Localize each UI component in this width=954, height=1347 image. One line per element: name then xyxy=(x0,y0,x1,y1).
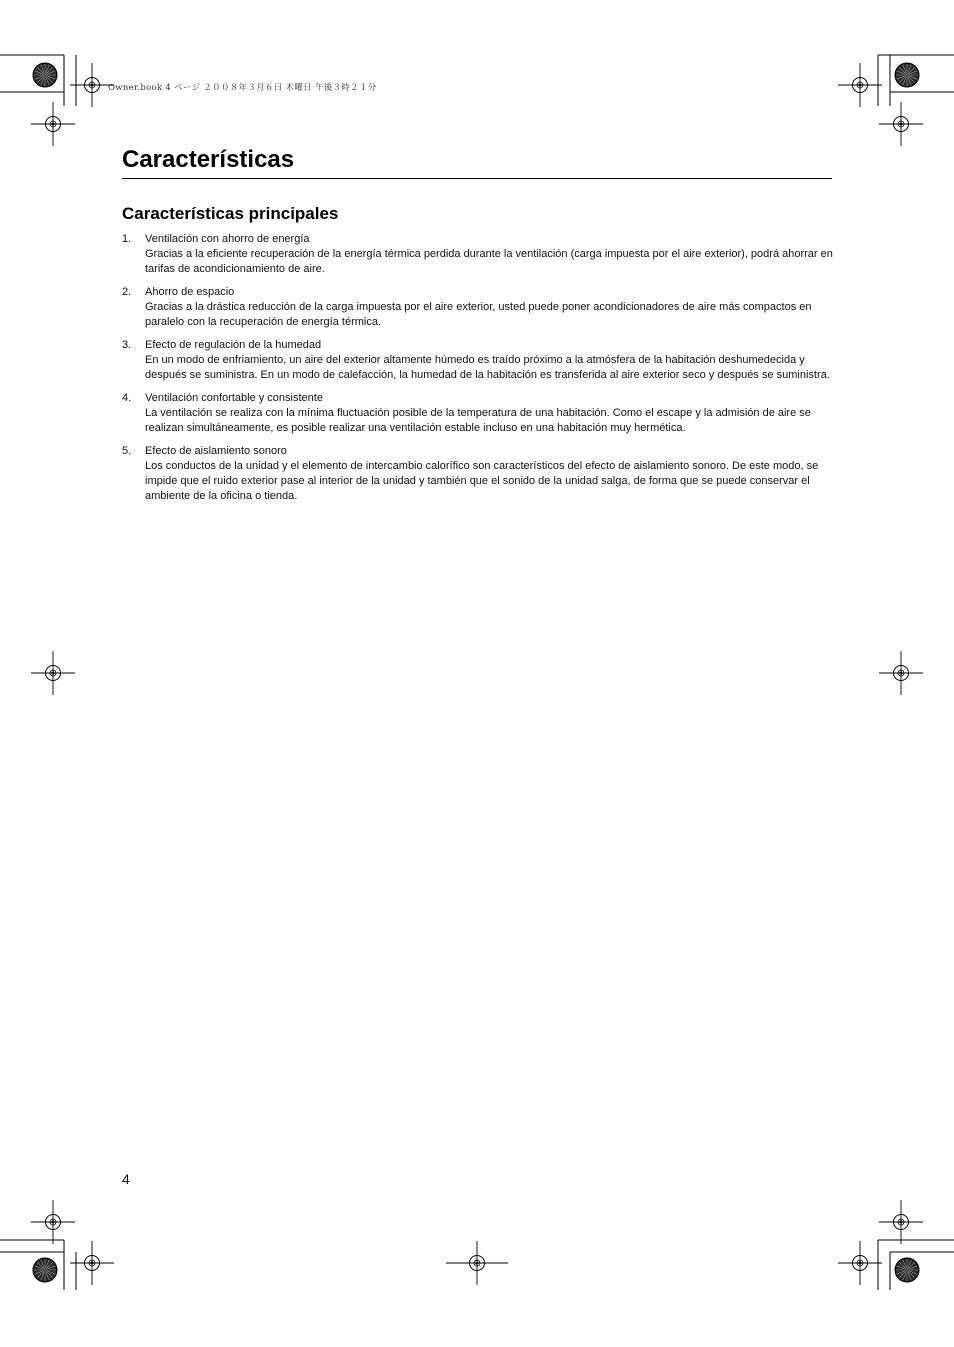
registration-target-bottom-right-a xyxy=(879,1200,923,1244)
registration-target-top-left-b xyxy=(31,102,75,146)
registration-target-top-right-a xyxy=(838,63,882,107)
item-heading: Ventilación con ahorro de energía xyxy=(145,233,310,245)
registration-target-bottom-left-a xyxy=(31,1200,75,1244)
registration-target-middle-right xyxy=(879,651,923,695)
registration-target-bottom-right-b xyxy=(838,1241,882,1285)
color-target-top-left xyxy=(33,63,57,87)
color-target-bottom-left xyxy=(33,1258,57,1282)
item-description: La ventilación se realiza con la mínima fluctuación posible de la temperatura de una habitación. Como el escape y la admisión de aire se realizan simultáneamente, es posible realizar una ventilación estable incluso en una habitación muy hermética. xyxy=(145,407,811,434)
registration-target-top-right-b xyxy=(879,102,923,146)
list-item xyxy=(122,232,834,277)
item-description: Gracias a la drástica reducción de la carga impuesta por el aire exterior, usted puede poner acondicionadores de aire más compactos en paralelo con la recuperación de energía térmica. xyxy=(145,301,812,328)
list-item xyxy=(122,444,834,504)
item-heading: Ventilación confortable y consistente xyxy=(145,392,323,404)
color-target-bottom-right xyxy=(895,1258,919,1282)
registration-target-middle-left xyxy=(31,651,75,695)
item-heading: Efecto de aislamiento sonoro xyxy=(145,445,287,457)
print-slug-header: Owner.book 4 ページ ２００８年３月６日 木曜日 午後３時２１分 xyxy=(108,83,377,93)
item-description: En un modo de enfriamiento, un aire del exterior altamente húmedo es traído próximo a la atmósfera de la habitación deshumedecida y después se suministra. En un modo de calefacción, la humedad de la habitación es transferida al aire exterior seco y después se suministra. xyxy=(145,354,830,381)
list-item xyxy=(122,285,834,330)
list-item xyxy=(122,338,834,383)
item-heading: Efecto de regulación de la humedad xyxy=(145,339,322,351)
color-target-top-right xyxy=(895,63,919,87)
section-title: Características principales xyxy=(122,204,339,223)
item-number: 3. xyxy=(122,339,132,351)
page-title: Características xyxy=(122,146,295,173)
page-number: 4 xyxy=(122,1171,130,1187)
item-number: 5. xyxy=(122,445,132,457)
title-divider xyxy=(122,178,832,179)
registration-target-bottom-left-b xyxy=(70,1241,114,1285)
item-number: 4. xyxy=(122,392,132,404)
item-heading: Ahorro de espacio xyxy=(145,286,235,298)
item-description: Los conductos de la unidad y el elemento de intercambio calorífico son característicos del efecto de aislamiento sonoro. De este modo, se impide que el ruido exterior pase al interior de la unidad y también que el sonido de la unidad salga, de forma que se puede conservar el ambiente de la oficina o tienda. xyxy=(145,460,819,502)
feature-list xyxy=(122,232,834,512)
item-number: 2. xyxy=(122,286,132,298)
item-description: Gracias a la eficiente recuperación de la energía térmica perdida durante la ventilación (carga impuesta por el aire exterior), podrá ahorrar en tarifas de acondicionamiento de aire. xyxy=(145,248,833,275)
list-item xyxy=(122,391,834,436)
item-number: 1. xyxy=(122,233,132,245)
